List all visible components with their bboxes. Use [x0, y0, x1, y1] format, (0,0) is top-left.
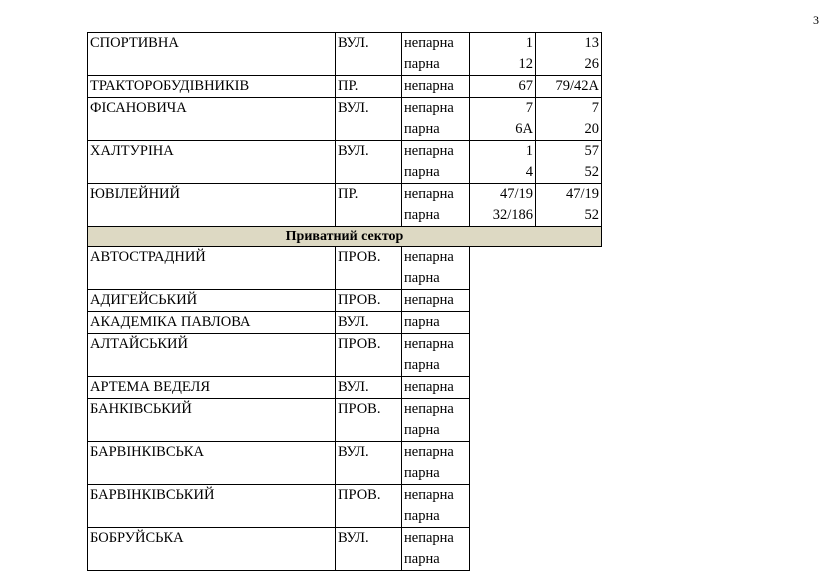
street-name-cell: АРТЕМА ВЕДЕЛЯ: [88, 377, 336, 399]
house-from-cell: [470, 76, 536, 98]
parity-value: непарна: [404, 379, 454, 395]
street-name-cell: АВТОСТРАДНИЙ: [88, 247, 336, 290]
empty-cell: [470, 377, 536, 399]
empty-cell: [536, 442, 602, 485]
street-name-cell: ТРАКТОРОБУДІВНИКІВ: [88, 76, 336, 98]
parity-value: парна: [404, 121, 440, 137]
parity-value: непарна: [404, 143, 454, 159]
empty-cell: [470, 247, 536, 290]
street-type-cell: ПР.: [336, 184, 402, 227]
house-from-value: 67: [518, 78, 533, 94]
table-row: [88, 141, 602, 184]
house-to-value: 26: [584, 56, 599, 72]
house-from-value: 32/186: [492, 207, 533, 223]
table-row: [88, 247, 602, 290]
house-to-value: 13: [584, 35, 599, 51]
house-to-value: 7: [591, 100, 599, 116]
street-type-cell: ПРОВ.: [336, 334, 402, 377]
empty-cell: [536, 399, 602, 442]
private-sector-body: [88, 247, 602, 571]
house-to-cell: [536, 184, 602, 227]
house-to-value: 79/42А: [555, 78, 599, 94]
street-type-cell: ПРОВ.: [336, 290, 402, 312]
house-to-value: 52: [584, 207, 599, 223]
street-type-cell: ПРОВ.: [336, 485, 402, 528]
house-to-value: 20: [584, 121, 599, 137]
parity-value: парна: [404, 357, 440, 373]
street-name-cell: АЛТАЙСЬКИЙ: [88, 334, 336, 377]
house-to-cell: [536, 98, 602, 141]
parity-value: парна: [404, 465, 440, 481]
parity-value: непарна: [404, 35, 454, 51]
empty-cell: [470, 334, 536, 377]
street-name-cell: БОБРУЙСЬКА: [88, 528, 336, 571]
parity-cell: [402, 485, 470, 528]
street-name-cell: АКАДЕМІКА ПАВЛОВА: [88, 312, 336, 334]
house-to-cell: [536, 33, 602, 76]
house-from-value: 12: [518, 56, 533, 72]
table-row: [88, 485, 602, 528]
empty-cell: [470, 399, 536, 442]
table-row: [88, 184, 602, 227]
parity-value: непарна: [404, 186, 454, 202]
parity-value: непарна: [404, 100, 454, 116]
empty-cell: [536, 290, 602, 312]
street-type-cell: ВУЛ.: [336, 33, 402, 76]
parity-cell: [402, 184, 470, 227]
parity-value: непарна: [404, 292, 454, 308]
parity-value: парна: [404, 270, 440, 286]
streets-table: [87, 32, 602, 571]
empty-cell: [536, 528, 602, 571]
table-row: [88, 442, 602, 485]
parity-cell: [402, 290, 470, 312]
parity-cell: [402, 33, 470, 76]
empty-cell: [536, 334, 602, 377]
street-name-cell: ЮВІЛЕЙНИЙ: [88, 184, 336, 227]
parity-value: парна: [404, 56, 440, 72]
empty-cell: [536, 312, 602, 334]
parity-cell: [402, 312, 470, 334]
table-row: [88, 334, 602, 377]
street-name-cell: ФІСАНОВИЧА: [88, 98, 336, 141]
page-number: 3: [813, 13, 819, 27]
parity-cell: [402, 98, 470, 141]
house-from-cell: [470, 98, 536, 141]
empty-cell: [470, 528, 536, 571]
house-to-value: 52: [584, 164, 599, 180]
street-type-cell: ВУЛ.: [336, 528, 402, 571]
house-from-value: 4: [525, 164, 533, 180]
street-name-cell: ХАЛТУРІНА: [88, 141, 336, 184]
street-name-cell: БАНКІВСЬКИЙ: [88, 399, 336, 442]
house-from-value: 1: [525, 35, 533, 51]
parity-value: парна: [404, 164, 440, 180]
street-type-cell: ПРОВ.: [336, 247, 402, 290]
empty-cell: [536, 485, 602, 528]
table-row: [88, 528, 602, 571]
parity-cell: [402, 399, 470, 442]
house-from-value: 6А: [515, 121, 533, 137]
street-type-cell: ВУЛ.: [336, 141, 402, 184]
table-row: [88, 312, 602, 334]
table-row: [88, 98, 602, 141]
house-to-cell: [536, 141, 602, 184]
street-type-cell: ПРОВ.: [336, 399, 402, 442]
house-to-cell: [536, 76, 602, 98]
parity-value: парна: [404, 207, 440, 223]
street-type-cell: ВУЛ.: [336, 442, 402, 485]
parity-value: парна: [404, 551, 440, 567]
parity-value: непарна: [404, 336, 454, 352]
empty-cell: [536, 377, 602, 399]
parity-cell: [402, 141, 470, 184]
section-header-private: Приватний сектор: [88, 227, 602, 247]
parity-cell: [402, 334, 470, 377]
street-name-cell: СПОРТИВНА: [88, 33, 336, 76]
house-to-value: 47/19: [565, 186, 599, 202]
empty-cell: [470, 290, 536, 312]
street-name-cell: БАРВІНКІВСЬКА: [88, 442, 336, 485]
section-header-row: [88, 227, 602, 247]
parity-cell: [402, 76, 470, 98]
parity-cell: [402, 442, 470, 485]
street-type-cell: ПР.: [336, 76, 402, 98]
street-type-cell: ВУЛ.: [336, 377, 402, 399]
house-from-cell: [470, 33, 536, 76]
parity-value: непарна: [404, 249, 454, 265]
street-name-cell: АДИГЕЙСЬКИЙ: [88, 290, 336, 312]
parity-value: парна: [404, 508, 440, 524]
house-from-cell: [470, 141, 536, 184]
street-type-cell: ВУЛ.: [336, 312, 402, 334]
house-from-cell: [470, 184, 536, 227]
parity-value: непарна: [404, 78, 454, 94]
house-from-value: 7: [525, 100, 533, 116]
house-from-value: 47/19: [499, 186, 533, 202]
table-row: [88, 290, 602, 312]
parity-value: парна: [404, 314, 440, 330]
table-row: [88, 76, 602, 98]
parity-value: парна: [404, 422, 440, 438]
empty-cell: [470, 485, 536, 528]
streets-table-body: [88, 33, 602, 227]
parity-value: непарна: [404, 444, 454, 460]
empty-cell: [470, 312, 536, 334]
parity-cell: [402, 247, 470, 290]
parity-cell: [402, 377, 470, 399]
parity-value: непарна: [404, 530, 454, 546]
parity-value: непарна: [404, 401, 454, 417]
empty-cell: [536, 247, 602, 290]
street-name-cell: БАРВІНКІВСЬКИЙ: [88, 485, 336, 528]
table-row: [88, 377, 602, 399]
parity-cell: [402, 528, 470, 571]
table-row: [88, 33, 602, 76]
parity-value: непарна: [404, 487, 454, 503]
table-row: [88, 399, 602, 442]
house-to-value: 57: [584, 143, 599, 159]
house-from-value: 1: [525, 143, 533, 159]
street-type-cell: ВУЛ.: [336, 98, 402, 141]
empty-cell: [470, 442, 536, 485]
